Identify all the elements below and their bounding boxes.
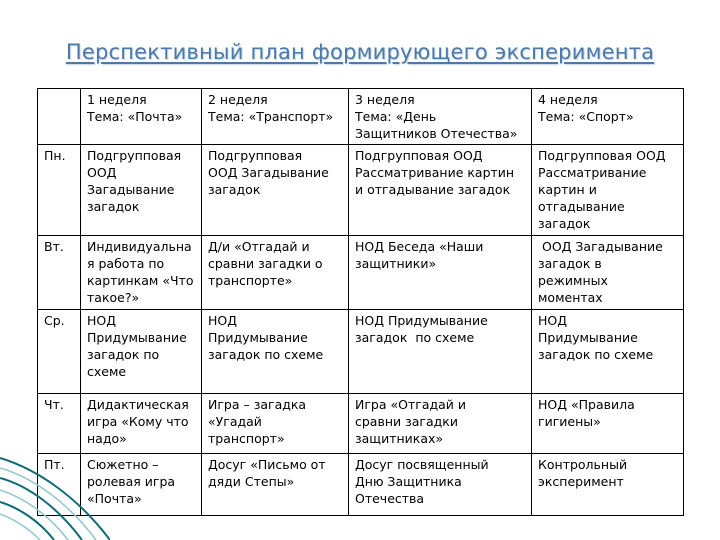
table-row-friday [38,454,684,516]
wave-lines [0,458,110,540]
header-cell-week-1: 1 неделя Тема: «Почта» [81,89,202,145]
table-row-tuesday [38,236,684,310]
table-cell: Досуг посвященный Дню Защитника Отечества [349,454,532,516]
day-cell: Пт. [38,454,81,516]
table-cell: НОД «Правила гигиены» [532,394,684,454]
table-cell: Сюжетно – ролевая игра «Почта» [81,454,202,516]
table-cell: Дидактическая игра «Кому что надо» [81,394,202,454]
table-cell: Индивидуальна я работа по картинкам «Что такое?» [81,236,202,310]
table-cell: Подгрупповая ООД Рассматривание картин и отгадывание загадок [349,145,532,236]
table-cell: НОД Беседа «Наши защитники» [349,236,532,310]
corner-decoration [0,450,110,540]
day-cell: Чт. [38,394,81,454]
table-header-row [38,89,684,145]
table-row-monday [38,145,684,236]
table-cell: Контрольный эксперимент [532,454,684,516]
table-cell: Игра «Отгадай и сравни загадки защитниках» [349,394,532,454]
table-cell: НОД Придумывание загадок по схеме [202,310,349,394]
header-cell-week-3: 3 неделя Тема: «День Защитников Отечества» [349,89,532,145]
table-cell: Досуг «Письмо от дяди Степы» [202,454,349,516]
table-row-thursday [38,394,684,454]
table-cell: Подгрупповая ООД Загадывание загадок [202,145,349,236]
header-cell-corner [38,89,81,145]
table-cell: Подгрупповая ООД Загадывание загадок [81,145,202,236]
table-cell: НОД Придумывание загадок по схеме [81,310,202,394]
plan-table [37,88,684,516]
header-cell-week-4: 4 неделя Тема: «Спорт» [532,89,684,145]
day-cell: Пн. [38,145,81,236]
table-cell: Игра – загадка «Угадай транспорт» [202,394,349,454]
table-cell: Д/и «Отгадай и сравни загадки о транспорте» [202,236,349,310]
day-cell: Ср. [38,310,81,394]
table-cell: ООД Загадывание загадок в режимных моментах [532,236,684,310]
day-cell: Вт. [38,236,81,310]
table-cell: НОД Придумывание загадок по схеме [349,310,532,394]
table-cell: Подгрупповая ООД Рассматривание картин и отгадывание загадок [532,145,684,236]
table-cell: НОД Придумывание загадок по схеме [532,310,684,394]
page-title: Перспективный план формирующего эксперимента [65,40,655,64]
table-row-wednesday [38,310,684,394]
header-cell-week-2: 2 неделя Тема: «Транспорт» [202,89,349,145]
